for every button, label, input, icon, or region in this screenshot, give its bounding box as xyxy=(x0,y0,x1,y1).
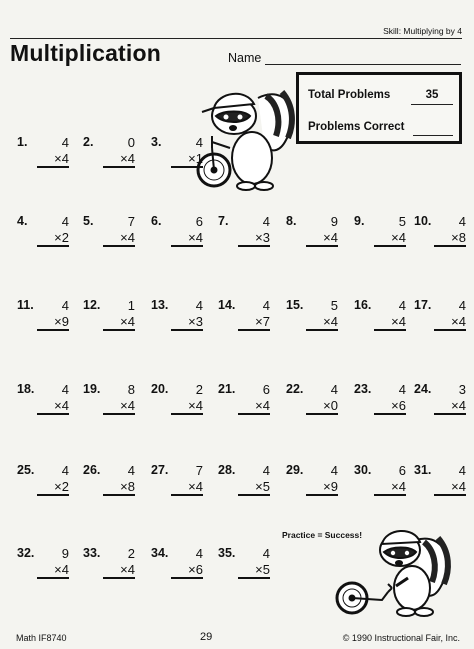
multiplier-value: 4 xyxy=(61,151,69,166)
times-sign: × xyxy=(54,398,62,413)
multiplier xyxy=(306,479,338,494)
problem-number: 27. xyxy=(151,463,169,477)
problem-number: 11. xyxy=(17,298,34,312)
problem-28 xyxy=(218,461,272,505)
times-sign: × xyxy=(451,314,459,329)
problem-number: 28. xyxy=(218,463,236,477)
problem-number: 33. xyxy=(83,546,101,560)
times-sign: × xyxy=(120,230,128,245)
multiplier-value: 4 xyxy=(127,151,135,166)
multiplicand: 4 xyxy=(398,298,406,313)
times-sign: × xyxy=(255,562,263,577)
multiplier xyxy=(103,151,135,166)
answer-line[interactable] xyxy=(103,494,135,496)
problem-number: 21. xyxy=(218,382,236,396)
multiplier xyxy=(306,314,338,329)
times-sign: × xyxy=(391,314,399,329)
multiplier xyxy=(434,314,466,329)
answer-line[interactable] xyxy=(103,413,135,415)
problem-33 xyxy=(83,544,137,588)
times-sign: × xyxy=(120,562,128,577)
multiplicand: 8 xyxy=(127,382,135,397)
problem-number: 10. xyxy=(414,214,432,228)
multiplicand: 4 xyxy=(61,463,69,478)
multiplicand: 4 xyxy=(61,298,69,313)
footer-catalog-number: Math IF8740 xyxy=(16,633,67,643)
multiplier-value: 4 xyxy=(195,398,203,413)
problem-34 xyxy=(151,544,205,588)
multiplier-value: 6 xyxy=(195,562,203,577)
multiplier xyxy=(238,398,270,413)
footer-copyright: © 1990 Instructional Fair, Inc. xyxy=(342,633,460,643)
problem-number: 23. xyxy=(354,382,372,396)
multiplicand: 4 xyxy=(61,135,69,150)
multiplier-value: 0 xyxy=(330,398,338,413)
multiplier-value: 4 xyxy=(458,479,466,494)
multiplicand: 1 xyxy=(127,298,135,313)
multiplier xyxy=(306,398,338,413)
multiplier xyxy=(306,230,338,245)
multiplier xyxy=(171,314,203,329)
problem-number: 5. xyxy=(83,214,94,228)
multiplicand: 4 xyxy=(458,298,466,313)
multiplier-value: 2 xyxy=(61,479,69,494)
multiplier-value: 4 xyxy=(398,314,406,329)
multiplicand: 4 xyxy=(262,463,270,478)
multiplier-value: 9 xyxy=(61,314,69,329)
problem-27 xyxy=(151,461,205,505)
multiplicand: 4 xyxy=(195,546,203,561)
multiplier xyxy=(37,314,69,329)
answer-line[interactable] xyxy=(171,577,203,579)
answer-line[interactable] xyxy=(306,413,338,415)
multiplier xyxy=(238,562,270,577)
raccoon-wrench-illustration xyxy=(330,522,464,622)
problem-1 xyxy=(17,133,71,177)
multiplier xyxy=(434,398,466,413)
multiplier-value: 4 xyxy=(127,398,135,413)
multiplier-value: 7 xyxy=(262,314,270,329)
times-sign: × xyxy=(391,479,399,494)
times-sign: × xyxy=(120,151,128,166)
multiplicand: 4 xyxy=(330,463,338,478)
answer-line[interactable] xyxy=(171,413,203,415)
multiplier-value: 3 xyxy=(195,314,203,329)
multiplicand: 4 xyxy=(127,463,135,478)
answer-line[interactable] xyxy=(238,413,270,415)
multiplicand: 2 xyxy=(127,546,135,561)
multiplier xyxy=(103,314,135,329)
times-sign: × xyxy=(255,314,263,329)
problem-3 xyxy=(151,133,205,177)
problem-21 xyxy=(218,380,272,424)
problem-number: 25. xyxy=(17,463,35,477)
multiplier xyxy=(37,562,69,577)
problem-number: 19. xyxy=(83,382,101,396)
times-sign: × xyxy=(188,151,196,166)
multiplier-value: 4 xyxy=(458,398,466,413)
multiplier xyxy=(434,479,466,494)
problem-19 xyxy=(83,380,137,424)
total-problems-line xyxy=(411,104,453,105)
times-sign: × xyxy=(451,398,459,413)
problem-number: 4. xyxy=(17,214,28,228)
problem-number: 18. xyxy=(17,382,35,396)
problem-23 xyxy=(354,380,408,424)
multiplier xyxy=(37,479,69,494)
multiplier-value: 1 xyxy=(195,151,203,166)
multiplier xyxy=(171,479,203,494)
multiplier-value: 4 xyxy=(61,562,69,577)
answer-line[interactable] xyxy=(306,329,338,331)
answer-line[interactable] xyxy=(37,494,69,496)
problem-number: 7. xyxy=(218,214,229,228)
problem-number: 34. xyxy=(151,546,169,560)
page-title: Multiplication xyxy=(10,40,162,66)
answer-line[interactable] xyxy=(306,245,338,247)
multiplicand: 4 xyxy=(398,382,406,397)
problems-correct-field[interactable] xyxy=(413,135,453,136)
answer-line[interactable] xyxy=(238,245,270,247)
multiplier xyxy=(171,151,203,166)
times-sign: × xyxy=(188,314,196,329)
problem-number: 3. xyxy=(151,135,162,149)
multiplier xyxy=(238,314,270,329)
times-sign: × xyxy=(188,479,196,494)
answer-line[interactable] xyxy=(37,245,69,247)
problem-number: 8. xyxy=(286,214,297,228)
answer-line[interactable] xyxy=(37,413,69,415)
multiplier-value: 5 xyxy=(262,562,270,577)
problem-number: 9. xyxy=(354,214,365,228)
problem-2 xyxy=(83,133,137,177)
answer-line[interactable] xyxy=(103,329,135,331)
problem-29 xyxy=(286,461,340,505)
multiplicand: 5 xyxy=(330,298,338,313)
answer-line[interactable] xyxy=(434,413,466,415)
practice-slogan: Practice = Success! xyxy=(282,530,363,540)
problem-16 xyxy=(354,296,408,340)
problem-13 xyxy=(151,296,205,340)
multiplier xyxy=(37,230,69,245)
header-divider xyxy=(10,38,462,39)
problem-8 xyxy=(286,212,340,256)
problem-number: 20. xyxy=(151,382,169,396)
multiplicand: 4 xyxy=(195,298,203,313)
answer-line[interactable] xyxy=(238,494,270,496)
problem-7 xyxy=(218,212,272,256)
problem-14 xyxy=(218,296,272,340)
multiplier xyxy=(103,479,135,494)
multiplicand: 3 xyxy=(458,382,466,397)
multiplier xyxy=(238,479,270,494)
problem-number: 17. xyxy=(414,298,432,312)
multiplier xyxy=(37,398,69,413)
multiplier-value: 3 xyxy=(262,230,270,245)
multiplicand: 4 xyxy=(195,135,203,150)
times-sign: × xyxy=(391,398,399,413)
problem-number: 29. xyxy=(286,463,304,477)
multiplier-value: 6 xyxy=(398,398,406,413)
multiplier-value: 4 xyxy=(127,230,135,245)
times-sign: × xyxy=(120,314,128,329)
score-box xyxy=(296,72,462,144)
problem-6 xyxy=(151,212,205,256)
raccoon-bicycle-illustration xyxy=(190,78,302,196)
problem-18 xyxy=(17,380,71,424)
answer-line[interactable] xyxy=(171,166,203,168)
multiplicand: 2 xyxy=(195,382,203,397)
multiplicand: 6 xyxy=(262,382,270,397)
multiplier xyxy=(374,314,406,329)
multiplicand: 6 xyxy=(398,463,406,478)
multiplier-value: 4 xyxy=(458,314,466,329)
multiplier xyxy=(374,479,406,494)
answer-line[interactable] xyxy=(37,166,69,168)
answer-line[interactable] xyxy=(434,245,466,247)
problem-number: 35. xyxy=(218,546,236,560)
multiplicand: 4 xyxy=(61,382,69,397)
multiplier-value: 4 xyxy=(195,230,203,245)
multiplicand: 0 xyxy=(127,135,135,150)
times-sign: × xyxy=(54,314,62,329)
answer-line[interactable] xyxy=(374,494,406,496)
answer-line[interactable] xyxy=(306,494,338,496)
multiplier-value: 2 xyxy=(61,230,69,245)
answer-line[interactable] xyxy=(434,494,466,496)
problem-12 xyxy=(83,296,137,340)
answer-line[interactable] xyxy=(37,329,69,331)
times-sign: × xyxy=(255,398,263,413)
problem-17 xyxy=(414,296,468,340)
problem-number: 24. xyxy=(414,382,432,396)
multiplier-value: 4 xyxy=(127,562,135,577)
answer-line[interactable] xyxy=(103,577,135,579)
times-sign: × xyxy=(188,562,196,577)
problem-number: 30. xyxy=(354,463,372,477)
multiplicand: 6 xyxy=(195,214,203,229)
answer-line[interactable] xyxy=(171,245,203,247)
multiplier xyxy=(374,398,406,413)
answer-line[interactable] xyxy=(434,329,466,331)
multiplicand: 9 xyxy=(61,546,69,561)
problem-number: 12. xyxy=(83,298,101,312)
multiplicand: 4 xyxy=(458,463,466,478)
multiplicand: 4 xyxy=(262,546,270,561)
multiplicand: 4 xyxy=(458,214,466,229)
multiplier xyxy=(103,230,135,245)
problem-32 xyxy=(17,544,71,588)
multiplicand: 9 xyxy=(330,214,338,229)
multiplicand: 4 xyxy=(330,382,338,397)
problem-35 xyxy=(218,544,272,588)
times-sign: × xyxy=(323,398,331,413)
multiplier-value: 4 xyxy=(398,479,406,494)
multiplier-value: 4 xyxy=(262,398,270,413)
times-sign: × xyxy=(255,230,263,245)
problem-number: 2. xyxy=(83,135,94,149)
multiplier-value: 4 xyxy=(330,230,338,245)
multiplier-value: 8 xyxy=(127,479,135,494)
multiplicand: 4 xyxy=(61,214,69,229)
times-sign: × xyxy=(54,151,62,166)
skill-label: Skill: Multiplying by 4 xyxy=(383,26,462,36)
multiplicand: 4 xyxy=(262,214,270,229)
problems-correct-label: Problems Correct xyxy=(308,121,405,133)
problem-5 xyxy=(83,212,137,256)
problem-24 xyxy=(414,380,468,424)
answer-line[interactable] xyxy=(238,329,270,331)
problem-number: 1. xyxy=(17,135,28,149)
multiplier xyxy=(434,230,466,245)
times-sign: × xyxy=(120,479,128,494)
problem-11 xyxy=(17,296,71,340)
problem-4 xyxy=(17,212,71,256)
multiplier xyxy=(171,562,203,577)
problem-10 xyxy=(414,212,468,256)
times-sign: × xyxy=(54,230,62,245)
answer-line[interactable] xyxy=(171,494,203,496)
problem-number: 22. xyxy=(286,382,304,396)
multiplicand: 7 xyxy=(127,214,135,229)
problem-number: 16. xyxy=(354,298,372,312)
page-number: 29 xyxy=(200,631,213,643)
multiplicand: 4 xyxy=(262,298,270,313)
problem-25 xyxy=(17,461,71,505)
times-sign: × xyxy=(255,479,263,494)
times-sign: × xyxy=(451,479,459,494)
multiplier-value: 4 xyxy=(127,314,135,329)
times-sign: × xyxy=(54,479,62,494)
multiplier xyxy=(103,398,135,413)
answer-line[interactable] xyxy=(238,577,270,579)
multiplier-value: 4 xyxy=(195,479,203,494)
multiplier-value: 4 xyxy=(61,398,69,413)
multiplier-value: 8 xyxy=(458,230,466,245)
answer-line[interactable] xyxy=(103,245,135,247)
times-sign: × xyxy=(188,230,196,245)
total-problems-value: 35 xyxy=(425,89,439,101)
problem-30 xyxy=(354,461,408,505)
times-sign: × xyxy=(323,314,331,329)
times-sign: × xyxy=(451,230,459,245)
times-sign: × xyxy=(120,398,128,413)
multiplier xyxy=(103,562,135,577)
times-sign: × xyxy=(323,230,331,245)
multiplier-value: 5 xyxy=(262,479,270,494)
multiplier xyxy=(171,230,203,245)
multiplier xyxy=(238,230,270,245)
problem-number: 13. xyxy=(151,298,169,312)
problem-31 xyxy=(414,461,468,505)
answer-line[interactable] xyxy=(37,577,69,579)
total-problems-label: Total Problems xyxy=(308,89,391,101)
problem-26 xyxy=(83,461,137,505)
times-sign: × xyxy=(323,479,331,494)
problem-number: 32. xyxy=(17,546,35,560)
answer-line[interactable] xyxy=(171,329,203,331)
answer-line[interactable] xyxy=(374,245,406,247)
problem-number: 6. xyxy=(151,214,162,228)
name-label: Name xyxy=(228,51,262,65)
multiplicand: 7 xyxy=(195,463,203,478)
multiplier-value: 9 xyxy=(330,479,338,494)
answer-line[interactable] xyxy=(374,329,406,331)
problem-9 xyxy=(354,212,408,256)
problem-22 xyxy=(286,380,340,424)
multiplicand: 5 xyxy=(398,214,406,229)
times-sign: × xyxy=(391,230,399,245)
problem-number: 15. xyxy=(286,298,304,312)
name-field[interactable] xyxy=(265,64,461,65)
problem-15 xyxy=(286,296,340,340)
problem-number: 26. xyxy=(83,463,101,477)
multiplier xyxy=(171,398,203,413)
problem-number: 31. xyxy=(414,463,432,477)
problem-20 xyxy=(151,380,205,424)
answer-line[interactable] xyxy=(103,166,135,168)
times-sign: × xyxy=(54,562,62,577)
multiplier xyxy=(374,230,406,245)
problem-number: 14. xyxy=(218,298,236,312)
answer-line[interactable] xyxy=(374,413,406,415)
multiplier-value: 4 xyxy=(398,230,406,245)
multiplier xyxy=(37,151,69,166)
times-sign: × xyxy=(188,398,196,413)
multiplier-value: 4 xyxy=(330,314,338,329)
